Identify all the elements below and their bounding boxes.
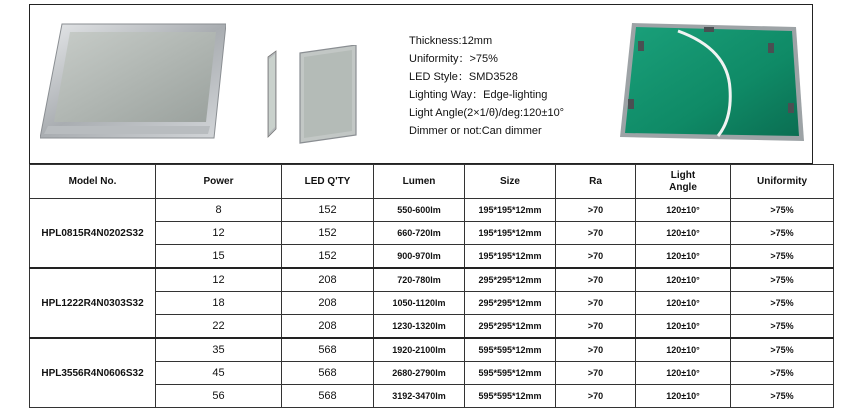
size-cell: 595*595*12mm xyxy=(465,362,556,385)
size-cell: 295*295*12mm xyxy=(465,268,556,292)
uniformity-cell: >75% xyxy=(731,338,834,362)
light-angle-cell: 120±10° xyxy=(636,338,731,362)
ra-cell: >70 xyxy=(556,199,636,222)
product-image-band xyxy=(29,4,813,164)
spec-list xyxy=(409,32,564,140)
ra-cell: >70 xyxy=(556,385,636,408)
panel-front-image xyxy=(40,22,226,140)
size-cell: 595*595*12mm xyxy=(465,338,556,362)
led-qty-cell: 152 xyxy=(282,222,374,245)
table-header-row xyxy=(30,165,834,199)
size-cell: 195*195*12mm xyxy=(465,245,556,269)
lumen-cell: 1230-1320lm xyxy=(374,315,465,339)
light-angle-cell: 120±10° xyxy=(636,222,731,245)
uniformity-cell: >75% xyxy=(731,222,834,245)
table-row xyxy=(30,268,834,292)
ra-cell: >70 xyxy=(556,338,636,362)
led-qty-cell: 208 xyxy=(282,315,374,339)
power-cell: 12 xyxy=(156,268,282,292)
light-angle-cell: 120±10° xyxy=(636,245,731,269)
lumen-cell: 1920-2100lm xyxy=(374,338,465,362)
size-cell: 295*295*12mm xyxy=(465,292,556,315)
uniformity-cell: >75% xyxy=(731,385,834,408)
size-cell: 595*595*12mm xyxy=(465,385,556,408)
product-spec-table xyxy=(29,164,834,408)
model-number-cell: HPL1222R4N0303S32 xyxy=(30,268,156,338)
header-uniformity: Uniformity xyxy=(731,165,834,199)
power-cell: 56 xyxy=(156,385,282,408)
ra-cell: >70 xyxy=(556,245,636,269)
led-qty-cell: 568 xyxy=(282,385,374,408)
light-angle-cell: 120±10° xyxy=(636,385,731,408)
power-cell: 12 xyxy=(156,222,282,245)
lumen-cell: 660-720lm xyxy=(374,222,465,245)
model-number-cell: HPL3556R4N0606S32 xyxy=(30,338,156,408)
ra-cell: >70 xyxy=(556,268,636,292)
power-cell: 45 xyxy=(156,362,282,385)
size-cell: 195*195*12mm xyxy=(465,222,556,245)
power-cell: 35 xyxy=(156,338,282,362)
spec-light-angle: Light Angle(2×1/θ)/deg:120±10° xyxy=(409,107,565,119)
spec-led-style: LED Style：SMD3528 xyxy=(409,71,518,83)
size-cell: 295*295*12mm xyxy=(465,315,556,339)
lumen-cell: 550-600lm xyxy=(374,199,465,222)
header-light-angle-line2: Angle xyxy=(669,181,697,193)
light-angle-cell: 120±10° xyxy=(636,362,731,385)
header-led-qty: LED Q'TY xyxy=(282,165,374,199)
led-qty-cell: 152 xyxy=(282,245,374,269)
power-cell: 18 xyxy=(156,292,282,315)
panel-back-image xyxy=(618,19,806,145)
lumen-cell: 2680-2790lm xyxy=(374,362,465,385)
led-qty-cell: 208 xyxy=(282,292,374,315)
header-light-angle xyxy=(636,165,731,199)
lumen-cell: 900-970lm xyxy=(374,245,465,269)
lumen-cell: 720-780lm xyxy=(374,268,465,292)
lumen-cell: 3192-3470lm xyxy=(374,385,465,408)
uniformity-cell: >75% xyxy=(731,245,834,269)
spec-thickness: Thickness:12mm xyxy=(409,35,493,47)
uniformity-cell: >75% xyxy=(731,292,834,315)
led-qty-cell: 152 xyxy=(282,199,374,222)
ra-cell: >70 xyxy=(556,315,636,339)
ra-cell: >70 xyxy=(556,222,636,245)
led-qty-cell: 568 xyxy=(282,362,374,385)
size-cell: 195*195*12mm xyxy=(465,199,556,222)
ra-cell: >70 xyxy=(556,362,636,385)
header-power: Power xyxy=(156,165,282,199)
lumen-cell: 1050-1120lm xyxy=(374,292,465,315)
panel-side-image xyxy=(266,45,358,145)
uniformity-cell: >75% xyxy=(731,268,834,292)
header-size: Size xyxy=(465,165,556,199)
light-angle-cell: 120±10° xyxy=(636,292,731,315)
header-ra: Ra xyxy=(556,165,636,199)
spec-lighting-way: Lighting Way：Edge-lighting xyxy=(409,89,548,101)
spec-dimmer: Dimmer or not:Can dimmer xyxy=(409,125,542,137)
power-cell: 15 xyxy=(156,245,282,269)
uniformity-cell: >75% xyxy=(731,362,834,385)
ra-cell: >70 xyxy=(556,292,636,315)
light-angle-cell: 120±10° xyxy=(636,315,731,339)
model-number-cell: HPL0815R4N0202S32 xyxy=(30,199,156,269)
light-angle-cell: 120±10° xyxy=(636,268,731,292)
power-cell: 8 xyxy=(156,199,282,222)
header-light-angle-line1: Light xyxy=(670,169,696,181)
header-lumen: Lumen xyxy=(374,165,465,199)
power-cell: 22 xyxy=(156,315,282,339)
uniformity-cell: >75% xyxy=(731,315,834,339)
light-angle-cell: 120±10° xyxy=(636,199,731,222)
header-model: Model No. xyxy=(30,165,156,199)
led-qty-cell: 568 xyxy=(282,338,374,362)
spec-uniformity: Uniformity：>75% xyxy=(409,53,498,65)
uniformity-cell: >75% xyxy=(731,199,834,222)
table-row xyxy=(30,199,834,222)
led-qty-cell: 208 xyxy=(282,268,374,292)
table-body xyxy=(30,199,834,408)
table-row xyxy=(30,338,834,362)
